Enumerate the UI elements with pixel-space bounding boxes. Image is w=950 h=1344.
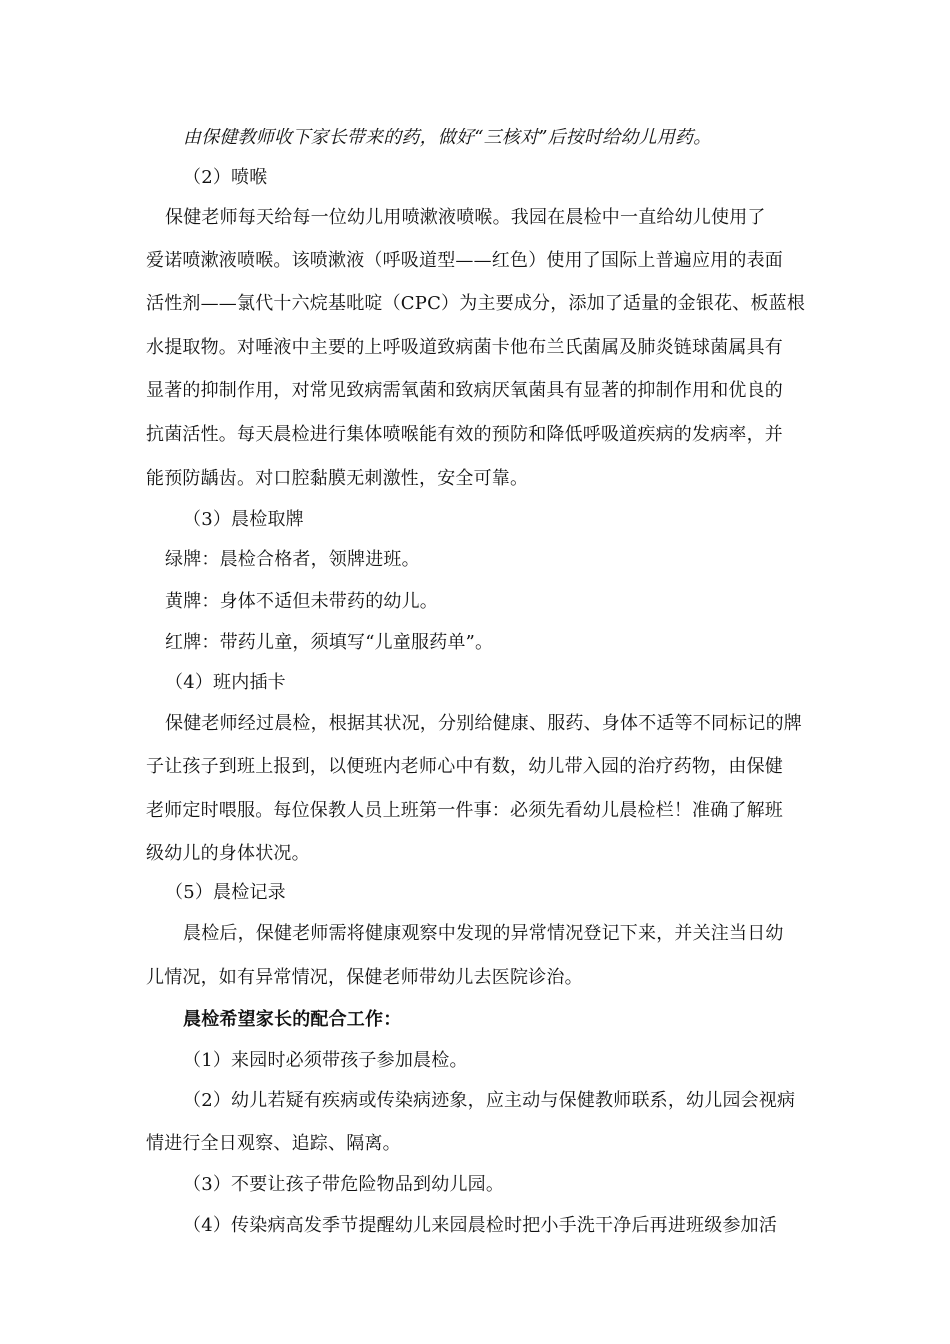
list-item-yellow-card: 黄牌：身体不适但未带药的幼儿。 xyxy=(165,591,438,612)
paragraph-line: 爱诺喷漱液喷喉。该喷漱液（呼吸道型——红色）使用了国际上普遍应用的表面 xyxy=(146,250,783,271)
heading-throat-spray: （2）喷喉 xyxy=(183,167,268,188)
paragraph-line: 情进行全日观察、追踪、隔离。 xyxy=(146,1133,401,1154)
heading-check-record: （5）晨检记录 xyxy=(165,882,286,903)
heading-class-card: （4）班内插卡 xyxy=(165,672,286,693)
list-item-red-card: 红牌：带药儿童，须填写“儿童服药单”。 xyxy=(165,632,494,653)
paragraph-line: 抗菌活性。每天晨检进行集体喷喉能有效的预防和降低呼吸道疾病的发病率，并 xyxy=(146,424,783,445)
paragraph-line: 能预防龋齿。对口腔黏膜无刺激性，安全可靠。 xyxy=(146,468,529,489)
paragraph-line: 水提取物。对唾液中主要的上呼吸道致病菌卡他布兰氏菌属及肺炎链球菌属具有 xyxy=(146,337,783,358)
paragraph-line: 级幼儿的身体状况。 xyxy=(146,843,310,864)
section-title-parent-cooperation: 晨检希望家长的配合工作： xyxy=(183,1009,402,1030)
paragraph-line: 晨检后，保健老师需将健康观察中发现的异常情况登记下来，并关注当日幼 xyxy=(183,923,784,944)
paragraph-line: 子让孩子到班上报到，以便班内老师心中有数，幼儿带入园的治疗药物，由保健 xyxy=(146,756,783,777)
paragraph-medication-end: 由保健教师收下家长带来的药，做好“三核对”后按时给幼儿用药。 xyxy=(183,127,712,148)
list-item-green-card: 绿牌：晨检合格者，领牌进班。 xyxy=(165,549,420,570)
list-item: （4）传染病高发季节提醒幼儿来园晨检时把小手洗干净后再进班级参加活 xyxy=(183,1215,778,1236)
list-item: （3）不要让孩子带危险物品到幼儿园。 xyxy=(183,1174,505,1195)
paragraph-line: 保健老师经过晨检，根据其状况，分别给健康、服药、身体不适等不同标记的牌 xyxy=(165,713,802,734)
list-item: （2）幼儿若疑有疾病或传染病迹象，应主动与保健教师联系，幼儿园会视病 xyxy=(183,1090,796,1111)
paragraph-line: 儿情况，如有异常情况，保健老师带幼儿去医院诊治。 xyxy=(146,967,583,988)
list-item: （1）来园时必须带孩子参加晨检。 xyxy=(183,1050,468,1071)
paragraph-line: 老师定时喂服。每位保教人员上班第一件事：必须先看幼儿晨检栏！准确了解班 xyxy=(146,800,783,821)
heading-card-pickup: （3）晨检取牌 xyxy=(183,509,304,530)
paragraph-line: 显著的抑制作用，对常见致病需氧菌和致病厌氧菌具有显著的抑制作用和优良的 xyxy=(146,380,783,401)
paragraph-line: 活性剂——氯代十六烷基吡啶（CPC）为主要成分，添加了适量的金银花、板蓝根 xyxy=(146,293,806,314)
paragraph-line: 保健老师每天给每一位幼儿用喷漱液喷喉。我园在晨检中一直给幼儿使用了 xyxy=(165,207,766,228)
